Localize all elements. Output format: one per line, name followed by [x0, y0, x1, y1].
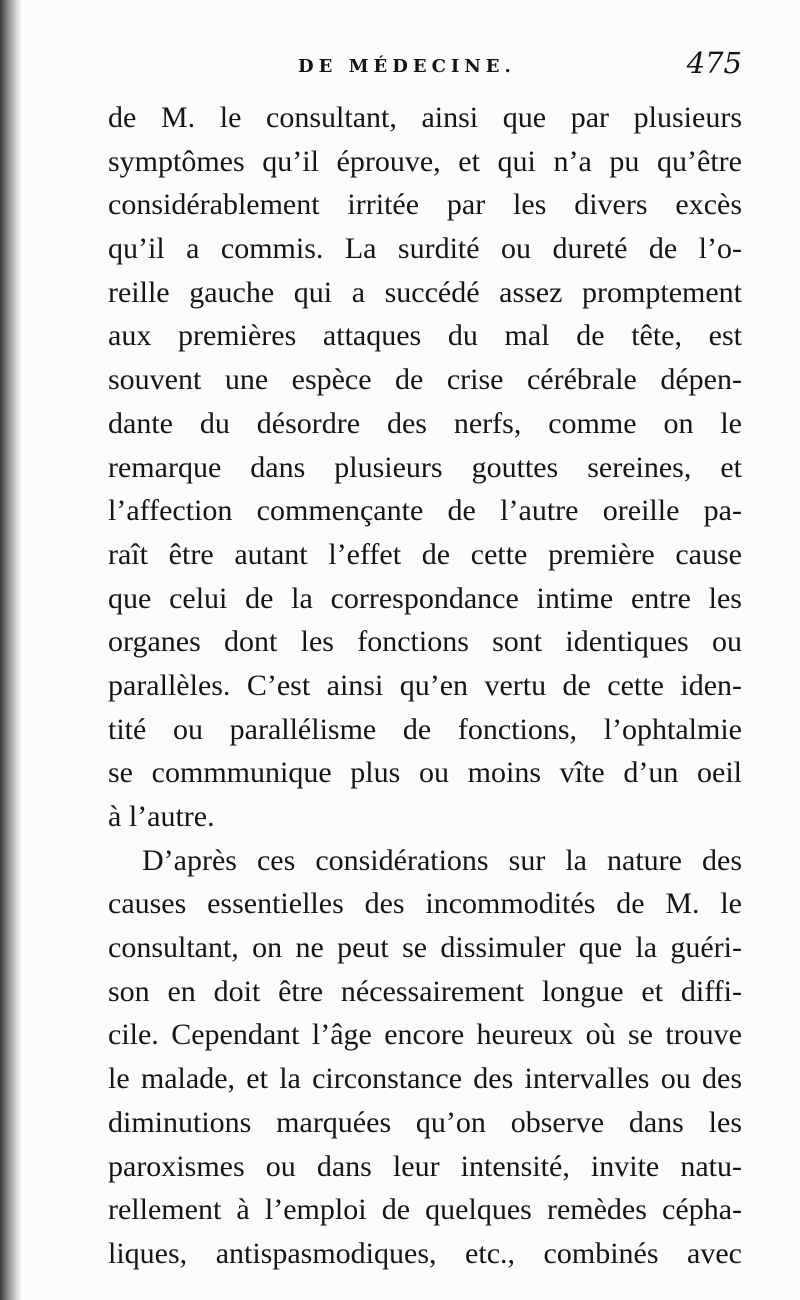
page-header [108, 46, 742, 86]
text-line: cile. Cependant l’âge encore heureux où se trouve [108, 1018, 742, 1052]
text-line: souvent une espèce de crise cérébrale dépen- [108, 363, 742, 397]
text-line: tité ou parallélisme de fonctions, l’ophtalmie [108, 712, 742, 746]
text-line: qu’il a commis. La surdité ou dureté de l’o- [108, 232, 742, 266]
text-line: dante du désordre des nerfs, comme on le [108, 406, 742, 440]
paragraph-start-line: D’après ces considérations sur la nature des [142, 843, 742, 877]
binding-shadow [0, 0, 22, 1300]
text-line: le malade, et la circonstance des intervalles ou des [108, 1062, 742, 1096]
text-line: parallèles. C’est ainsi qu’en vertu de cette iden- [108, 668, 742, 702]
text-line: causes essentielles des incommodités de M. le [108, 887, 742, 921]
text-line: organes dont les fonctions sont identiques ou [108, 625, 742, 659]
text-line: que celui de la correspondance intime entre les [108, 581, 742, 615]
text-line: consultant, on ne peut se dissimuler que la guéri- [108, 931, 742, 965]
text-line: l’affection commençante de l’autre oreille pa- [108, 494, 742, 528]
body-text [108, 96, 742, 1276]
page-number: 475 [686, 46, 742, 80]
text-line: son en doit être nécessairement longue et diffi- [108, 974, 742, 1008]
paragraph-end-line: à l’autre. [108, 800, 215, 833]
text-line: rellement à l’emploi de quelques remèdes cépha- [108, 1193, 742, 1227]
text-line: se commmunique plus ou moins vîte d’un oeil [108, 756, 742, 790]
running-head: DE MÉDECINE. [298, 56, 516, 77]
text-line: considérablement irritée par les divers excès [108, 188, 742, 222]
text-line: symptômes qu’il éprouve, et qui n’a pu qu’être [108, 144, 742, 178]
text-line: raît être autant l’effet de cette première cause [108, 537, 742, 571]
text-line: liques, antispasmodiques, etc., combinés avec [108, 1236, 742, 1270]
text-line: remarque dans plusieurs gouttes sereines, et [108, 450, 742, 484]
text-line: paroxismes ou dans leur intensité, invite natu- [108, 1149, 742, 1183]
text-line: reille gauche qui a succédé assez promptement [108, 275, 742, 309]
text-line: aux premières attaques du mal de tête, est [108, 319, 742, 353]
text-line: de M. le consultant, ainsi que par plusieurs [108, 101, 742, 134]
text-line: diminutions marquées qu’on observe dans les [108, 1105, 742, 1139]
